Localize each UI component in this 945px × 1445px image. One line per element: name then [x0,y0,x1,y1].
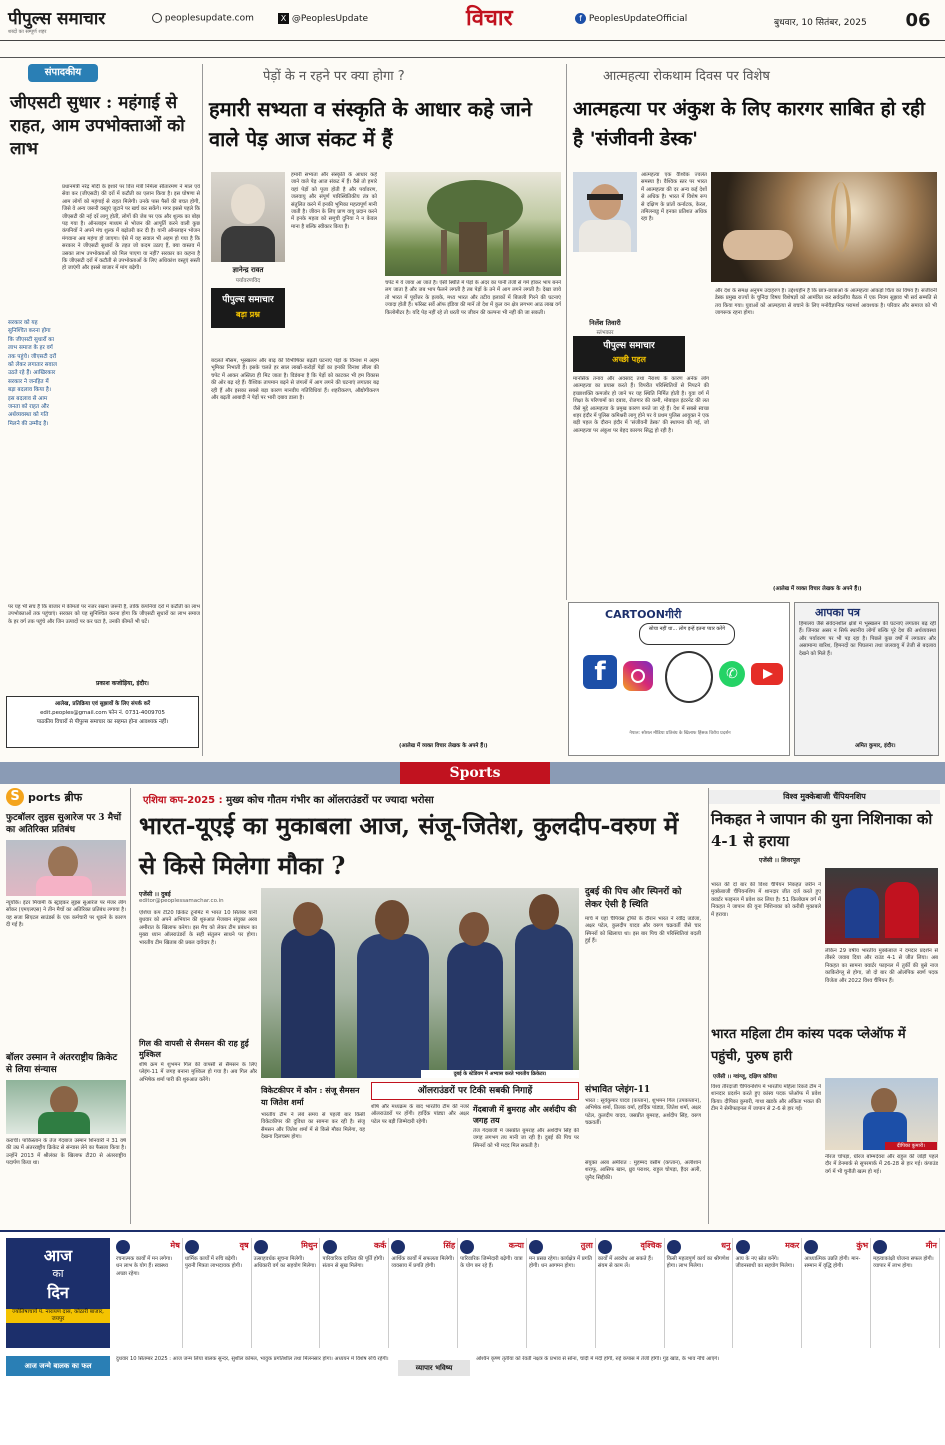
zodiac-sign-4 [389,1238,458,1348]
zodiac-sign-text: किसी महत्वपूर्ण कार्य का श्रीगणेश होगा। लाभ मिलेगा। [666,1256,730,1270]
zodiac-sign-name: मेष [116,1240,180,1256]
zodiac-sign-text: पारिवारिक जिम्मेदारी बढ़ेगी। यात्रा के योग बन रहे हैं। [460,1256,523,1270]
masthead [0,0,945,58]
banyan-tree-photo [385,172,561,276]
horoscope-title-a: आज [43,1246,73,1265]
letters-title: आपका पत्र [815,606,860,619]
playing-xi-uae: संयुक्त अरब अमीरात : मुहम्मद वसीम (कप्तान), अलीशान शराफू, आसिफ खान, ध्रुव पराशर, राहुल चोपड़ा, हैदर अली, जुनैद सिद्दीकी। [585,1160,701,1181]
facebook-link[interactable]: f PeoplesUpdateOfficial [575,13,687,24]
archery-photo-caption: दीपिका कुमारी। [885,1142,937,1150]
suicide-headline: आत्महत्या पर अंकुश के लिए कारगर साबित हो रही है 'संजीवनी डेस्क' [573,98,925,150]
playing-xi-title: संभावित प्लेइंग-11 [585,1085,651,1095]
contact-email[interactable]: edit.peoples@gmail.com फोन नं. 0731-4009705 [40,710,165,716]
horoscope-sign-icon [529,1240,543,1254]
zodiac-signs [114,1238,940,1348]
asia-cup-body: एशिया कप टी20 क्रिकेट टूर्नामेंट में भारत 10 सितंबर यानी बुधवार को अपने अभियान की शुरुआत मेजबान संयुक्त अरब अमीरात के खिलाफ करेगा। इस मैच को लेकर टीम प्रबंधन का मुख्य ध्यान ऑलराउंडरों के सही संतुलन साधने पर होगा। भारतीय टीम खिताब की प्रबल दावेदार है। [139,910,257,946]
contact-box [6,696,199,748]
brief1-title: फुटबॉलर लुइस सुआरेज पर 3 मैचों का अतिरिक्त प्रतिबंध [6,813,122,835]
suicide-author-role: स्तंभकार [596,330,614,336]
asia-cup-article [130,788,704,1224]
horoscope-sign-icon [804,1240,818,1254]
suicide-kicker: आत्महत्या रोकथाम दिवस पर विशेष [603,69,770,84]
zodiac-sign-name: धनु [667,1240,731,1256]
gill-body: शीर्ष क्रम में शुभमन गिल की वापसी से सैमसन के लिए प्लेइंग-11 में जगह बनाना मुश्किल हो गया है। अब गिल और अभिषेक शर्मा पारी की शुरुआत करेंगे। [139,1062,257,1083]
zodiac-sign-text: कार्यों में अवरोध आ सकते हैं। संयम से काम लें। [597,1256,653,1270]
zodiac-sign-name: मकर [736,1240,800,1256]
team-practice-photo [261,888,579,1078]
sports-band [0,762,945,784]
archery-photo [825,1078,938,1150]
suicide-author-note: (आलेख में व्यक्त विचार लेखक के अपने हैं।) [773,586,862,592]
horoscope-sign-icon [667,1240,681,1254]
team-photo-caption: दुबई के स्टेडियम में अभ्यास करते भारतीय क्रिकेटर। [421,1070,579,1078]
editorial-headline: जीएसटी सुधार : महंगाई से राहत, आम उपभोक्ताओं को लाभ [10,93,185,159]
zodiac-sign-0 [114,1238,183,1348]
archery-headline: भारत महिला टीम कांस्य पदक प्लेऑफ में पहुंची, पुरुष हारी [711,1027,906,1064]
trees-col1: हमारी सभ्यता और संस्कृति के आधार कहे जाने वाले पेड़ आज संकट में हैं। वैसे तो हमारे यहां पेड़ों को पूजा होती है और पर्यावरण, जलवायु और संपूर्ण पारिस्थितिकीय तंत्र को संतुलित करने में इनकी भूमिका महत्वपूर्ण मानी जाती है। जीवन के लिए प्राण वायु प्रदान करने में इनके महत्व को समूची दुनिया ने न केवल माना है बल्कि स्वीकार किया है। [291,172,377,230]
zodiac-sign-1 [183,1238,252,1348]
suicide-badge [573,336,685,372]
horoscope-sign-icon [254,1240,268,1254]
horoscope-sign-icon [323,1240,337,1254]
instagram-icon [623,661,653,691]
zodiac-sign-11 [871,1238,940,1348]
zodiac-sign-text: आर्थिक कार्यों में सफलता मिलेगी। व्यवसाय में प्रगति होगी। [391,1256,455,1270]
brief2-body: कराची। पाकिस्तान के तेज गेंदबाज उस्मान शिनवारी ने 31 वर्ष की उम्र में अंतरराष्ट्रीय क्रिकेट से संन्यास लेने का फैसला किया है। उन्होंने 2013 में श्रीलंका के खिलाफ टी20 से अंतरराष्ट्रीय पदार्पण किया था। [6,1138,126,1167]
bowling-subhead: गेंदबाजी में बुमराह और अर्शदीप की जगह तय [473,1104,577,1125]
horoscope-sign-icon [391,1240,405,1254]
trees-col3: चपेट में ये जाया आ जाते हैं। ऐसी स्थिति में पेड़ों के अंदर का पानी तेजी से गर्म होकर भाप बनने लग जाता है और जब भाप फैलने लगती है तब पेड़ों के तने में आग लगने लगती है। देखा जाये तो भारत में पूर्वोत्तर के इलाके, मध्य भारत और तटीय इलाकों में बिजली गिरने की घटनाएं ज्यादा होती हैं। फॉरेस्ट सर्वे ऑफ इंडिया की मानें तो देश में कुल वन क्षेत्र लगभग आठ लाख वर्ग किलोमीटर है। यदि पेड़ नहीं रहे तो धरती पर जीवन की कल्पना भी नहीं की जा सकती। [385,280,561,316]
suicide-article [566,64,939,600]
zodiac-sign-text: उत्साहवर्धक सूचना मिलेगी। अधिकारी वर्ग का सहयोग मिलेगा। [253,1256,317,1270]
horoscope-title-b: का [52,1267,64,1280]
whatsapp-icon: ✆ [719,661,745,687]
issue-date: बुधवार, 10 सितंबर, 2025 [774,18,867,28]
sports-label: Sports [400,762,550,784]
contact-note: आलेख, प्रतिक्रिया एवं सुझावों के लिए संपर्क करें [54,701,151,707]
boxing-headline: निकहत ने जापान की युना निशिनाका को 4-1 से हराया [711,810,933,850]
suicide-body: मानसिक तनाव और अवसाद तथा नैराश्य के कारण अनेक लोग आत्महत्या का प्रयास करते हैं। विपरीत परिस्थितियों से निपटने की इच्छाशक्ति कमजोर हो जाने पर यह स्थिति निर्मित होती है। युवा वर्ग में शिक्षा के परिणामों का दबाव, रोजगार की कमी, मोबाइल इंटरनेट की लत जैसे मुद्दे आत्महत्या के प्रमुख कारण बनते जा रहे हैं। देश में सबसे स्वच्छ शहर इंदौर में पुलिस कमिश्नरी लागू होने पर ये प्रथम पुलिस आयुक्त ने एक बड़ी पहल के दौरान इंदौर में 'संजीवनी डेस्क' की स्थापना की गई, जो आत्महत्या पर अंकुश पर बेहद कारगर सिद्ध हो रही है। [573,376,709,434]
trees-col2: बदलते मौसम, भूस्खलन और बाढ़ की विभीषिका बढ़ती घटनाएं पेड़ों के विनाश में अहम भूमिका निभाती हैं। इसके चलते हर साल लाखों-करोड़ों पेड़ों का इनकी विनाश लीला की चपेट में आकर अस्तित्व ही मिट जाता है। विडंबना है कि पेड़ों को काटकर भी हम विकास की ओर बढ़ रहे हैं। वैश्विक तापमान बढ़ने से जंगलों में आग लगने की घटनाएं लगातार बढ़ रही हैं और इसका सबसे बड़ा कारण मानवीय गतिविधियां हैं। शहरीकरण, औद्योगीकरण और बढ़ती आबादी ने पेड़ों पर भारी दबाव डाला है। [211,358,379,402]
archery-body: विश्व तीरंदाजी चैंपियनशिप में भारतीय महिला रिकर्व टीम ने शानदार प्रदर्शन करते हुए कांस्य पदक प्लेऑफ में प्रवेश किया। दीपिका कुमारी, गाथा खडके और अंकिता भकत की टीम ने सेमीफाइनल में जापान से 2-6 से हार गई। [711,1084,821,1113]
gill-subhead: गिल की वापसी से सैमसन की राह हुई मुश्किल [139,1038,249,1059]
zodiac-sign-name: कुंभ [804,1240,868,1256]
suarez-photo [6,840,126,896]
letters-author: अमित कुमार, इंदौर। [855,743,896,749]
zodiac-sign-name: कन्या [460,1240,524,1256]
columnist-photo [573,172,637,252]
wk-subhead: विकेटकीपर में कौन : संजू सैमसन या जितेश शर्मा [261,1085,360,1107]
cartoon-box [568,602,790,756]
trees-author-role: पर्यावरणविद [235,278,261,284]
badge-label: अच्छी पहल [612,355,646,364]
pitch-subhead: दुबई की पिच और स्पिनरों को लेकर ऐसी है स्थिति [585,887,682,910]
zodiac-sign-5 [458,1238,527,1348]
zodiac-sign-name: सिंह [391,1240,455,1256]
cartoon-credit: नेपाल: सोशल मीडिया प्रतिबंध के खिलाफ हिंसक विरोध प्रदर्शन [629,731,731,736]
horoscope-sign-icon [460,1240,474,1254]
facebook-icon: f [583,655,617,689]
birthday-label: आज जन्मे बालक का फल [6,1356,110,1376]
brief2-title: बॉलर उस्मान ने अंतरराष्ट्रीय क्रिकेट से लिया संन्यास [6,1053,118,1075]
asia-cup-headline: भारत-यूएई का मुकाबला आज, संजू-जितेश, कुलदीप-वरुण में से किसे मिलेगा मौका ? [139,811,679,880]
x-icon: X [278,13,289,24]
zodiac-sign-9 [734,1238,803,1348]
sports-brief-column [6,788,126,1224]
website-link[interactable]: peoplesupdate.com [152,13,254,24]
allrounders-body: शीर्ष और मध्यक्रम के बाद भारतीय टीम की नजरें ऑलराउंडरों पर होंगी। हार्दिक पांड्या और अक्षर पटेल पर बड़ी जिम्मेदारी रहेगी। [371,1104,469,1125]
zodiac-sign-name: मिथुन [254,1240,318,1256]
zodiac-sign-7 [596,1238,665,1348]
editorial-sub-body: पर यह भी सच है कि बाजार में कीमतों पर नजर रखना जरूरी है, ताकि कंपनियां दरों में कटौती का लाभ उपभोक्ताओं तक पहुंचाएं। सरकार को यह सुनिश्चित करना होगा कि जीएसटी सुधारों का लाभ समाज के हर वर्ग तक पहुंचे और जिन उत्पादों पर कर घटा है, उनकी कीमतें भी घटें। [8,604,200,625]
sports-brief-icon: S [6,788,24,806]
cartoon-title: CARTOONगीरी [605,608,682,621]
zodiac-sign-2 [252,1238,321,1348]
wk-body: भारतीय टीम ने लंबे समय से पहली बार किसी विकेटकीपर की दुविधा का सामना कर रही है। संजू सैमसन और जितेश शर्मा में से किसे मौका मिलेगा, यह देखना दिलचस्प होगा। [261,1112,365,1141]
zodiac-sign-text: रचनात्मक कार्यों में मन लगेगा। धन लाभ के योग हैं। स्वास्थ्य अच्छा रहेगा। [116,1256,173,1277]
boxing-photo [825,868,938,944]
zodiac-sign-text: महत्वाकांक्षी योजना सफल होगी। व्यापार में लाभ होगा। [873,1256,934,1270]
trees-author-name: ज्ञानेन्द्र रावत [232,266,264,274]
suicide-author-name: निर्लेश तिवारी [589,319,621,327]
allrounders-subhead: ऑलराउंडरों पर टिकी सबकी निगाहें [371,1082,579,1100]
zodiac-sign-text: आय के नए स्रोत बनेंगे। जीवनसाथी का सहयोग मिलेगा। [735,1256,794,1270]
editorial-pull-quote: सरकार को यह सुनिश्चित करना होगा कि जीएसटी सुधारों का लाभ समाज के हर वर्ग तक पहुंचे। जीएसटी दरों को लेकर लगातार सवाल उठते रहे हैं। आखिरकार सरकार ने जनहित में बड़ा बदलाव किया है। इस बदलाव से आम जनता को राहत और अर्थव्यवस्था को गति मिलने की उम्मीद है। [8,320,57,427]
disclaimer: पाठकीय विचारों से पीपुल्स समाचार का सहमत होना आवश्यक नहीं। [36,719,169,725]
bowling-body: तेज गेंदबाजी में जसप्रीत बुमराह और अर्शदीप सिंह की जगह लगभग तय मानी जा रही है। दुबई की पिच पर स्पिनरों को भी मदद मिल सकती है। [473,1128,579,1149]
archery-right-body: नीरज चोपड़ा, धीरज बोम्मदेवरा और राहुल की जोड़ी पहले दौर में डेनमार्क से सुपरमार्क में 26-28 से हार गई। कंपाउंड वर्ग में भी चुनौती खत्म हो गई। [825,1154,938,1175]
sports-brief-label: ports ब्रीफ [28,791,83,804]
editorial-author: प्रकाश कजोड़िया, इंदौर। [96,680,149,687]
suicide-intro: आत्महत्या एक वैश्विक ज्वलंत समस्या है। वैश्विक स्तर पर भारत में आत्महत्या की दर अन्य कई देशों से अधिक है। भारत में विशेष रूप से दक्षिण के प्रांतों कर्नाटक, केरल, तमिलनाडु में इनका प्रतिशत अधिक रहा है। [641,172,707,223]
horoscope-sign-icon [598,1240,612,1254]
badge-label: बड़ा प्रश्न [236,310,260,319]
masthead-logo-tag: शब्दों का सम्पूर्ण शहर [8,29,47,35]
horoscope-title-box [6,1238,110,1348]
asia-cup-email[interactable]: editor@peoplessamachar.co.in [139,898,224,904]
zodiac-sign-name: कर्क [323,1240,387,1256]
section-title: विचार [466,6,513,31]
trees-headline: हमारी सभ्यता व संस्कृति के आधार कहे जाने वाले पेड़ आज संकट में हैं [209,97,532,151]
zodiac-sign-text: पारिवारिक दायित्व की पूर्ति होगी। संतान से सुख मिलेगा। [322,1256,385,1270]
horoscope-strip [0,1230,945,1445]
facebook-icon: f [575,13,586,24]
zodiac-sign-10 [802,1238,871,1348]
boxing-archery-column [708,788,939,1224]
zodiac-sign-text: मन प्रसन्न रहेगा। कार्यक्षेत्र में प्रगति होगी। धन आगमन होगा। [529,1256,592,1270]
letters-body: हिमालय जैसे संवेदनशील क्षेत्रों में भूस्खलन की घटनाएं लगातार बढ़ रही हैं। जिनका असर न सिर्फ स्थानीय लोगों बल्कि पूरे देश की अर्थव्यवस्था और पर्यावरण पर भी पड़ रहा है। पिछले कुछ वर्षों में लगातार और असामान्य बारिश, हिमनदों का पिघलना तथा जलवायु में तेजी से बदलाव देखने को मिले हैं। [799,621,936,657]
masthead-divider [0,40,945,41]
trees-badge [211,288,285,328]
editorial-column [6,64,199,756]
trees-author-note: (आलेख में व्यक्त विचार लेखक के अपने हैं।) [399,743,488,749]
zodiac-sign-text: आध्यात्मिक उन्नति होगी। मान-सम्मान में वृद्धि होगी। [804,1256,861,1270]
editorial-label: संपादकीय [28,64,98,82]
zodiac-sign-6 [527,1238,596,1348]
horoscope-sign-icon [873,1240,887,1254]
trees-article [202,64,562,756]
suicide-right-body: और देश के समक्ष अनुपम उदाहरण है। उद्देश्यहीन है कि छात्र-छात्राओं के आत्महत्या आंकड़ों चिंता का विषय है। संजीवनी डेस्क प्रमुख राज्यों के चुनिंदा विषय विशेषज्ञों को आमंत्रित कर सर्वदलीय बैठक में एक नियम सुझाव भी सर्व सम्मति से तय किया गया। युवाओं को आत्महत्या से बचाने के लिए मनोवैज्ञानिक परामर्श आवश्यक है। परिवार और समाज को भी जागरूक रहना होगा। [715,288,937,317]
birthday-text: दुधवार 10 सितम्बर 2025 : आज जन्म लिया बालक सुन्दर, सुशील कोमल, भावुक प्रगतिशील तथा मिलनसार होगा। अध्ययन में विशेष रुचि रहेगी। [116,1356,389,1362]
archery-dateline: एजेंसी ।। ग्वांग्जू, दक्षिण कोरिया [713,1074,777,1080]
badge-logo: पीपुल्स समाचार [222,295,274,305]
x-handle-link[interactable]: X @PeoplesUpdate [278,13,368,24]
page-number: 06 [905,10,931,31]
zodiac-sign-name: वृश्चिक [598,1240,662,1256]
zodiac-sign-name: तुला [529,1240,593,1256]
boxing-right-body: लेकिन 29 वर्षीय भारतीय मुक्केबाज ने दमदार प्रदर्शन से तीसरे जवाब दिया और राउंड 4-1 से जीत लिया। अब निकहत का सामना क्वार्टर फाइनल में तुर्की की बुसे नाज काकिरोग्लू से होगा, जो दो बार की ओलंपिक स्वर्ण पदक विजेता और 2022 विश्व चैंपियन हैं। [825,948,938,984]
horoscope-sign-icon [736,1240,750,1254]
letters-box [794,602,939,756]
boxing-kicker: विश्व मुक्केबाजी चैंपियनशिप [709,790,940,804]
pitch-body: मार्च में यहां चैंपियंस ट्रॉफी के दौरान भारत ने रवींद्र जडेजा, अक्षर पटेल, कुलदीप यादव और वरुण चक्रवर्ती जैसे चार स्पिनरों को खिलाया था। इस बार पिच की परिस्थितियां बदली हुई हैं। [585,916,701,945]
badge-logo: पीपुल्स समाचार [603,341,655,351]
asia-cup-dateline: एजेंसी ।। दुबई [139,891,171,898]
horoscope-title-c: दिन [47,1283,69,1302]
astrologer-name: ज्योतिषाचार्य पं. नारायण दास, कोठारी बाजार, जयपुर [6,1309,110,1323]
asia-cup-kicker: एशिया कप-2025 : मुख्य कोच गौतम गंभीर का ऑलराउंडरों पर ज्यादा भरोसा [143,795,434,806]
cartoon-figure [665,651,713,703]
playing-xi-india: भारत : सूर्यकुमार यादव (कप्तान), शुभमन गिल (उपकप्तान), अभिषेक शर्मा, तिलक वर्मा, हार्दिक पांड्या, जितेश शर्मा, अक्षर पटेल, कुलदीप यादव, जसप्रीत बुमराह, अर्शदीप सिंह, वरुण चक्रवर्ती। [585,1098,701,1127]
boxing-body: भारत की दो बार की विश्व चैंपियन निकहत जरीन ने मुक्केबाजी चैंपियनशिप में शानदार जीत दर्ज करते हुए क्वार्टर फाइनल में प्रवेश कर लिया है। 51 किलोग्राम वर्ग में निकहत ने जापान की युना निशिनाका को करीबी मुकाबले में हराया। [711,882,821,918]
trees-kicker: पेड़ों के न रहने पर क्या होगा ? [263,69,405,84]
shinwari-photo [6,1080,126,1134]
author-photo [211,172,285,262]
market-text: अश्विन कृष्ण तृतीया को रेवती नक्षत्र के प्रभाव से सोना, चांदी में मंदी होगी, रुई कपास में तेजी होगी। गुड़ खांड, के भाव नीचे आएंगे। [476,1356,720,1362]
brief1-body: न्यूयॉर्क। इंटर मियामी के स्ट्राइकर लुइस सुआरेज पर मेजर लीग सॉकर (एमएलएस) ने तीन मैचों का अतिरिक्त प्रतिबंध लगाया है। यह सजा सिएटल साउंडर्स के एक कर्मचारी पर थूकने के कारण दी गई है। [6,900,126,929]
market-label: व्यापार भविष्य [398,1360,470,1376]
noose-photo [711,172,937,282]
zodiac-sign-3 [321,1238,390,1348]
masthead-logo: पीपुल्स समाचार शब्दों का सम्पूर्ण शहर [8,9,106,35]
horoscope-sign-icon [185,1240,199,1254]
zodiac-sign-8 [665,1238,734,1348]
zodiac-sign-name: मीन [873,1240,937,1256]
cartoon-speech-bubble: सोचा नहीं था... लोग इन्हें इतना प्यार करेंगे [639,623,735,645]
boxing-dateline: एजेंसी ।। लिवरपूल [759,857,800,864]
zodiac-sign-text: धार्मिक कार्यों में रुचि बढ़ेगी। पुरानी मित्रता लाभदायक होगी। [184,1256,242,1270]
youtube-icon [751,663,783,685]
zodiac-sign-name: वृष [185,1240,249,1256]
globe-icon [152,13,162,23]
editorial-body: प्रधानमंत्री नरेंद्र मोदी के इशारे पर वित्त मंत्री निर्मला सीतारमण ने माल एवं सेवा कर (जीएसटी) की दरों में कटौती का एलान किया है। इस घोषणा से आम लोगों को महंगाई से राहत मिलेगी। उनके पास पैसों की बचत होगी, जिसे वे अन्य जरूरी वस्तुएं जुटाने पर खर्च कर सकेंगे। मगर इससे पहले कि जीएसटी की नई दरें लागू होतीं, लोगों की जेब पर एक और शुल्क का बोझ पड़ गया है। ऑनलाइन माध्यम से भोजन की आपूर्ति करने वाली कुछ कंपनियों ने अपने मंच शुल्क में बढ़ोतरी कर दी है। यानी ऑनलाइन भोजन मंगवाना अब महंगा हो जाएगा। ऐसे में यह सवाल भी अहम हो गया है कि सरकार ने जीएसटी सुधारों के तहत जो कदम उठाए हैं, क्या वास्तव में उसका लाभ उपभोक्ताओं को मिल पाएगा या नहीं? सरकार का कहना है कि जीएसटी दरों में कटौती से उपभोक्ताओं के लिए अधिकांश वस्तुएं सस्ती हो जाएंगी और इससे बाजार में मांग बढ़ेगी। [62,184,200,272]
horoscope-sign-icon [116,1240,130,1254]
